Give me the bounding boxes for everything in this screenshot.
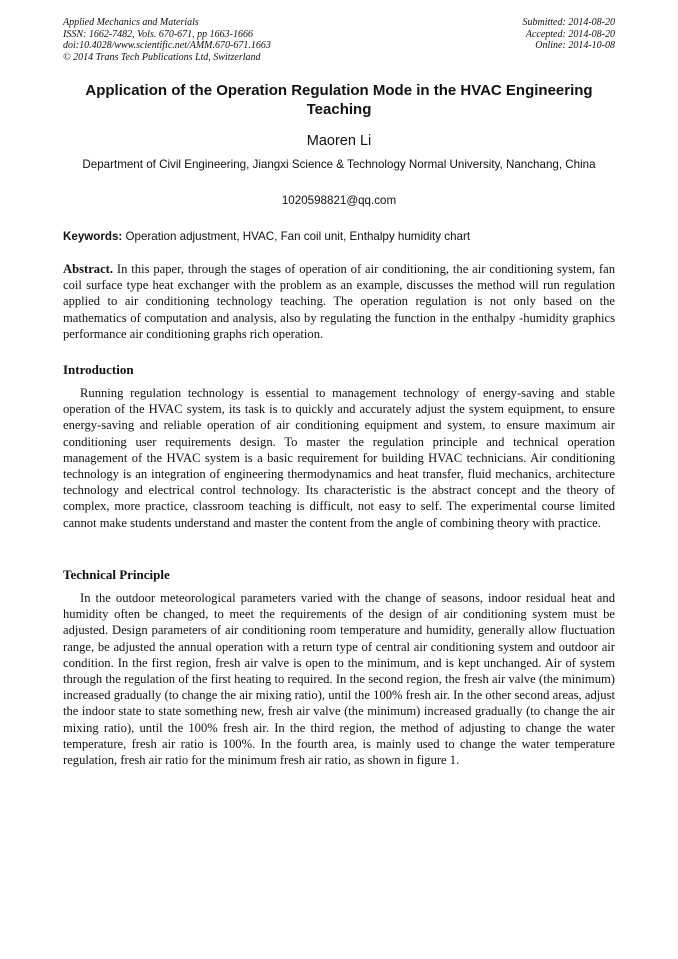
paper-title: Application of the Operation Regulation Mode in the HVAC Engineering Teaching	[85, 82, 593, 118]
abstract	[63, 261, 615, 342]
abstract-label: Abstract.	[63, 262, 114, 276]
publication-dates	[523, 17, 616, 52]
accepted-date: Accepted: 2014-08-20	[525, 28, 615, 40]
section-heading-introduction: Introduction	[63, 362, 134, 377]
keywords-text: Operation adjustment, HVAC, Fan coil unit, Enthalpy humidity chart	[125, 230, 471, 243]
author-affiliation: Department of Civil Engineering, Jiangxi Science & Technology Normal University, Nanchang, China	[82, 158, 596, 171]
journal-name: Applied Mechanics and Materials	[63, 17, 199, 28]
abstract-text: In this paper, through the stages of operation of air conditioning, the air conditioning system, fan coil surface type heat exchanger with the problem as an example, discusses the method will run regulation applied to air conditioning technology teaching. The operation regulation is not only based on the mathematics of computation and analysis, also by regulating the function in the enthalpy -humidity graphics performance air conditioning graphs rich operation.	[63, 262, 615, 341]
online-date: Online: 2014-10-08	[535, 40, 615, 51]
issn: ISSN: 1662-7482, Vols. 670-671, pp 1663-1666	[63, 28, 253, 40]
doi-link[interactable]: doi:10.4028/www.scientific.net/AMM.670-671.1663	[63, 40, 271, 51]
section-paragraph-technical-principle: In the outdoor meteorological parameters varied with the change of seasons, indoor residual heat and humidity often be changed, to meet the requirements of the design of air conditioning system must be adjusted. Design parameters of air conditioning room temperature and humidity, generally allow fluctuation range, be adjusted the annual operation with a return type of central air conditioning system and outdoor air condition. In the first region, fresh air valve is open to the minimum, and is kept unchanged. Air of system through the regulation of the first heating to required. In the second region, the fresh air valve (the minimum) increased gradually (to change the air mixing ratio), until the 100% fresh air. In the other second areas, adjust the indoor state to state something new, fresh air valve (the minimum) increased gradually (to change the air mixing ratio), until the 100% fresh air. In the third region, the method of adjusting to change the water temperature, fresh air ratio is 100%. In the fourth area, is mainly used to change the water temperature regulation, fresh air ratio for the minimum fresh air ratio, as shown in figure 1.	[63, 591, 615, 768]
section-heading-technical-principle: Technical Principle	[63, 567, 170, 582]
journal-info	[63, 17, 271, 63]
submitted-date: Submitted: 2014-08-20	[522, 17, 615, 28]
author-email[interactable]: 1020598821@qq.com	[281, 194, 397, 207]
keywords-label: Keywords:	[63, 230, 123, 243]
copyright: © 2014 Trans Tech Publications Ltd, Switzerland	[63, 51, 261, 63]
author-name: Maoren Li	[306, 133, 372, 149]
keywords	[63, 229, 615, 244]
section-paragraph-introduction: Running regulation technology is essential to management technology of energy-saving and stable operation of the HVAC system, its task is to quickly and accurately adjust the system equipment, to ensure energy-saving and reliable operation of air conditioning equipment and system, to ensure maximum air conditioning user requirements design. To master the regulation principle and technical operation management of the HVAC system is a basic requirement for building HVAC technicians. Air conditioning technology is an integration of engineering thermodynamics and heat transfer, fluid mechanics, architecture technology and electrical control technology. Its characteristic is the abstract concept and the theory of complex, more practice, classroom teaching is difficult, not easy to self. The experimental course limited cannot make students understand and master the content from the angle of combining theory with practice.	[63, 386, 615, 530]
